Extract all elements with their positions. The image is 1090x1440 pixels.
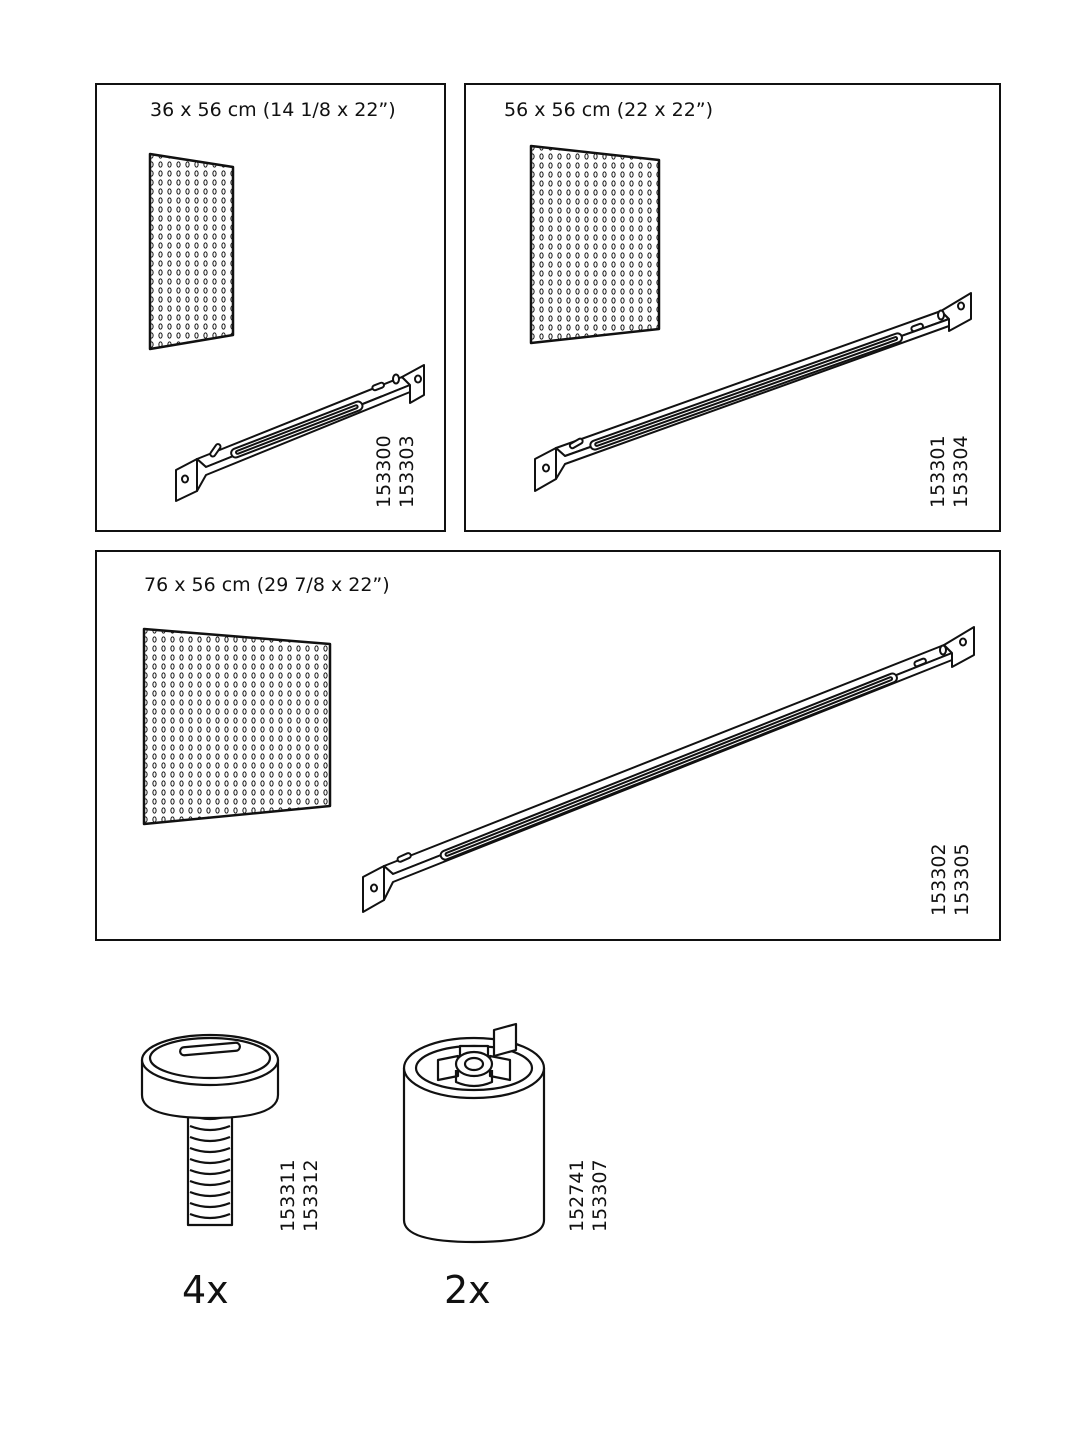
part-number: 153301	[927, 435, 949, 508]
part-number: 153304	[950, 435, 972, 508]
part-number: 153302	[928, 843, 950, 916]
part-numbers	[927, 435, 973, 508]
part-numbers	[277, 1159, 323, 1232]
panel-size-label: 36 x 56 cm (14 1/8 x 22”)	[150, 99, 396, 121]
part-numbers	[373, 435, 419, 508]
panel-size-label: 56 x 56 cm (22 x 22”)	[504, 99, 714, 121]
panel-box-large	[95, 550, 1001, 941]
foot-illustration	[398, 1020, 558, 1250]
panel-box-small	[95, 83, 446, 532]
quantity-label: 2x	[444, 1268, 491, 1312]
part-number: 153300	[373, 435, 395, 508]
part-numbers	[928, 843, 974, 916]
bracket-medium-illustration	[531, 281, 976, 506]
pegboard-large-illustration	[141, 626, 333, 828]
part-number: 153312	[300, 1159, 322, 1232]
panel-size-label: 76 x 56 cm (29 7/8 x 22”)	[144, 574, 390, 596]
part-numbers	[566, 1159, 612, 1232]
part-number: 152741	[566, 1159, 588, 1232]
part-number: 153311	[277, 1159, 299, 1232]
panel-box-medium	[464, 83, 1001, 532]
part-number: 153305	[951, 843, 973, 916]
pegboard-small-illustration	[147, 151, 237, 351]
screw-illustration	[138, 1030, 288, 1230]
bracket-large-illustration	[359, 622, 979, 922]
part-number: 153303	[396, 435, 418, 508]
quantity-label: 4x	[182, 1268, 229, 1312]
part-number: 153307	[589, 1159, 611, 1232]
